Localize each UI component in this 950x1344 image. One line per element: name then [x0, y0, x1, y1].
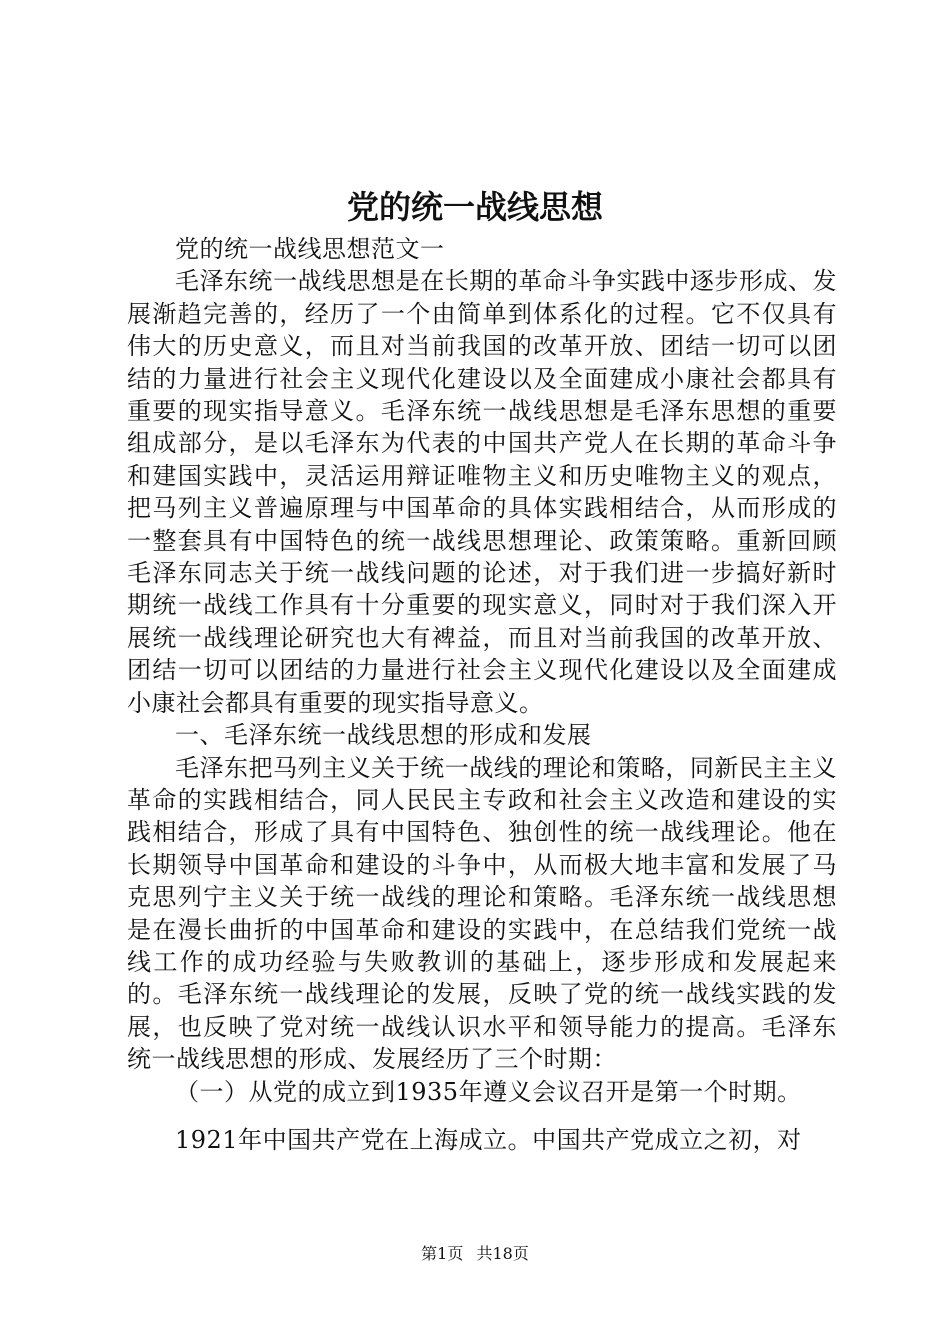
paragraph-intro: 毛泽东统一战线思想是在长期的革命斗争实践中逐步形成、发展渐趋完善的，经历了一个由简单到体系化的过程。它不仅具有伟大的历史意义，而且对当前我国的改革开放、团结一切可以团结的力量进行社会主义现代化建设以及全面建成小康社会都具有重要的现实指导意义。毛泽东统一战线思想是毛泽东思想的重要组成部分，是以毛泽东为代表的中国共产党人在长期的革命斗争和建国实践中，灵活运用辩证唯物主义和历史唯物主义的观点，把马列主义普遍原理与中国革命的具体实践相结合，从而形成的一整套具有中国特色的统一战线思想理论、政策策略。重新回顾毛泽东同志关于统一战线问题的论述，对于我们进一步搞好新时期统一战线工作具有十分重要的现实意义，同时对于我们深入开展统一战线理论研究也大有裨益，而且对当前我国的改革开放、团结一切可以团结的力量进行社会主义现代化建设以及全面建成小康社会都具有重要的现实指导意义。 [127, 267, 837, 717]
page-footer [0, 1243, 950, 1265]
document-title: 党的统一战线思想 [346, 188, 603, 226]
section-heading: 一、毛泽东统一战线思想的形成和发展 [175, 721, 592, 750]
subsection-heading: （一）从党的成立到1935年遵义会议召开是第一个时期。 [175, 1077, 802, 1106]
page-total: 共18页 [476, 1244, 529, 1263]
paragraph-subtitle: 党的统一战线思想范文一 [175, 235, 445, 263]
paragraph-section-body: 毛泽东把马列主义关于统一战线的理论和策略，同新民主主义革命的实践相结合，同人民民主专政和社会主义改造和建设的实践相结合，形成了具有中国特色、独创性的统一战线理论。他在长期领导中国革命和建设的斗争中，从而极大地丰富和发展了马克思列宁主义关于统一战线的理论和策略。毛泽东统一战线思想是在漫长曲折的中国革命和建设的实践中，在总结我们党统一战线工作的成功经验与失败教训的基础上，逐步形成和发展起来的。毛泽东统一战线理论的发展，反映了党的统一战线实践的发展，也反映了党对统一战线认识水平和领导能力的提高。毛泽东统一战线思想的形成、发展经历了三个时期： [127, 753, 837, 1074]
document-body [127, 233, 837, 1156]
page-number: 第1页 [421, 1244, 464, 1263]
paragraph-subsection-body: 1921年中国共产党在上海成立。中国共产党成立之初，对 [175, 1125, 802, 1154]
